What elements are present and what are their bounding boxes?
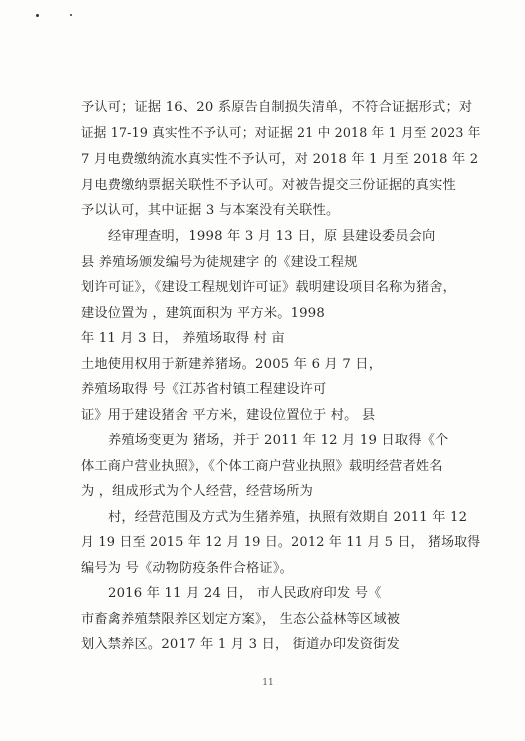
text-line: 经审理查明，1998 年 3 月 13 日，原 县建设委员会向 [108,229,436,244]
text-line: 证据 17-19 真实性不予认可；对证据 21 中 2018 年 1 月至 2023 年 [81,126,481,141]
text-line: 养殖场变更为 猪场，并于 2011 年 12 月 19 日取得《个 [108,433,449,448]
text-line: 予以认可，其中证据 3 与本案没有关联性。 [81,203,340,218]
text-line: 7 月电费缴纳流水真实性不予认可，对 2018 年 1 月至 2018 年 2 [81,152,479,167]
text-line: 土地使用权用于新建养猪场。2005 年 6 月 7 日， [81,357,383,372]
text-line: 划许可证》，《建设工程规划许可证》载明建设项目名称为猪舍， [81,280,457,295]
text-line: 村，经营范围及方式为生猪养殖，执照有效期自 2011 年 12 [108,510,468,525]
text-line: 月 19 日至 2015 年 12 月 19 日。2012 年 11 月 5 日， 猪场取得 [81,535,481,550]
text-line: 证》用于建设猪舍 平方米，建设位置位于 村。 县 [81,408,376,423]
text-line: 养殖场取得 号《江苏省村镇工程建设许可 [81,382,327,397]
text-line: 2016 年 11 月 24 日， 市人民政府印发 号《 [108,586,382,601]
text-line: 建设位置为 ，建筑面积为 平方米。1998 [81,306,325,321]
text-line: 予认可；证据 16、20 系原告自制损失清单，不符合证据形式；对 [81,100,473,115]
text-line: 月电费缴纳票据关联性不予认可。对被告提交三份证据的真实性 [81,178,456,193]
scan-speck [36,14,39,17]
text-line: 年 11 月 3 日， 养殖场取得 村 亩 [81,331,285,346]
scan-speck [70,14,72,16]
text-line: 编号为 号《动物防疫条件合格证》。 [81,561,293,576]
text-line: 市畜禽养殖禁限养区划定方案》， 生态公益林等区域被 [81,612,401,627]
text-line: 划入禁养区。2017 年 1 月 3 日， 街道办印发资街发 [81,637,400,652]
text-line: 为 ，组成形式为个人经营，经营场所为 [81,484,313,499]
text-line: 体工商户营业执照》，《个体工商户营业执照》载明经营者姓名 [81,459,443,474]
text-line: 县 养殖场颁发编号为徒规建字 的《建设工程规 [81,255,358,270]
page-number: 11 [262,678,274,688]
